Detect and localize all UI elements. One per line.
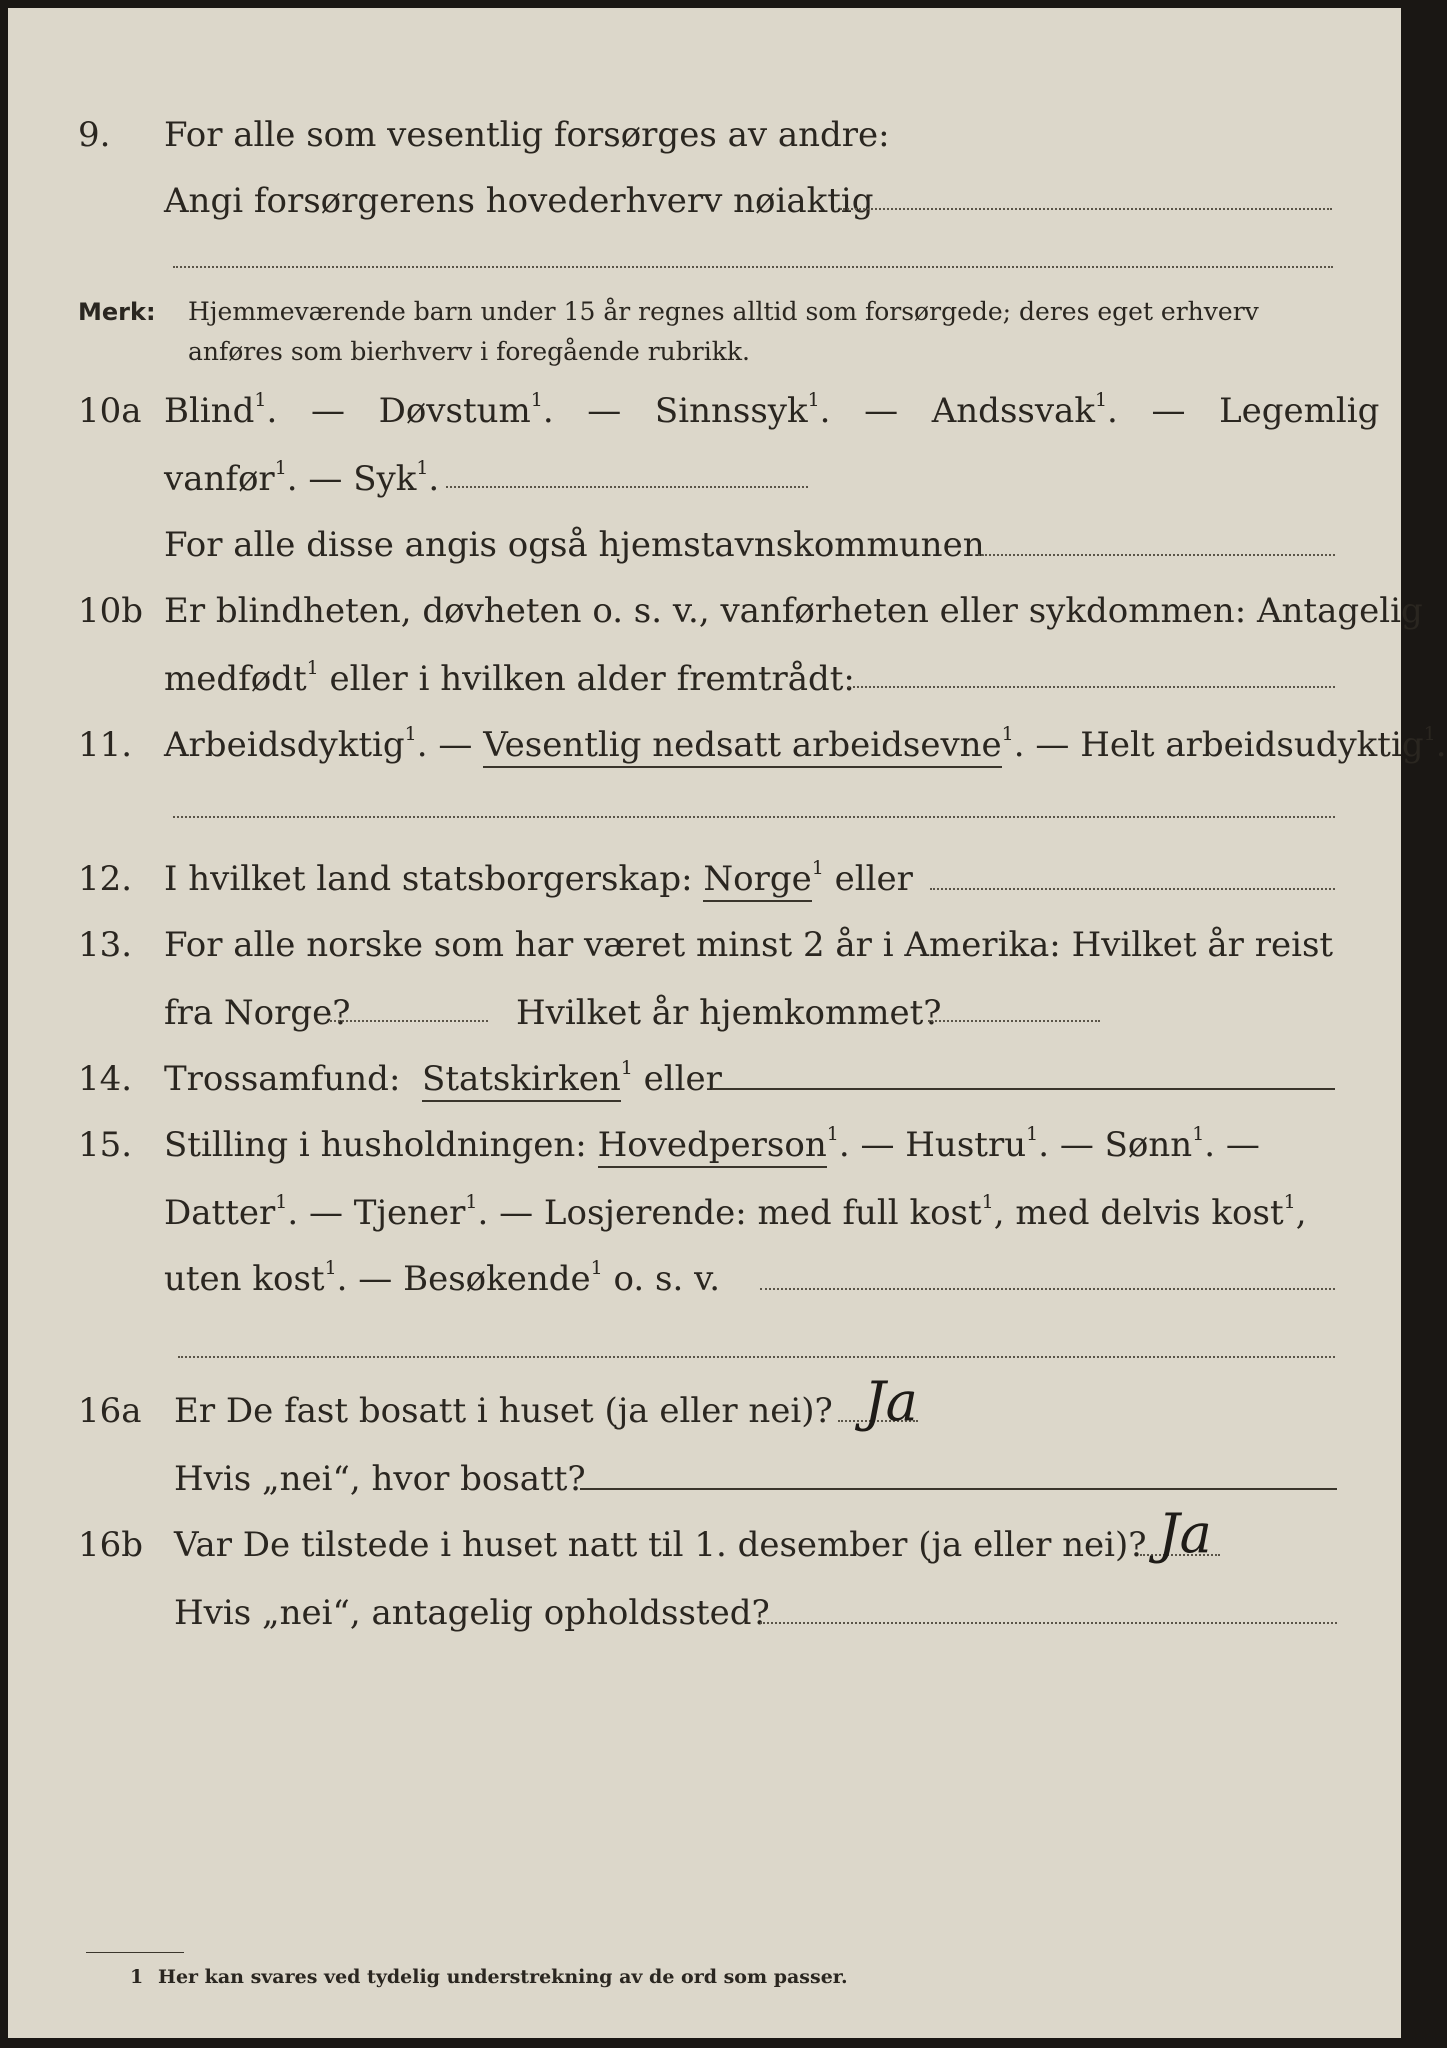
q16b-line2: Hvis „nei“, antagelig opholdssted? bbox=[174, 1593, 770, 1633]
q9-number: 9. bbox=[78, 115, 111, 155]
q9-answer-line[interactable] bbox=[840, 208, 1332, 210]
q16b-line1: Var De tilstede i huset natt til 1. desember (ja eller nei)? bbox=[174, 1525, 1147, 1565]
option-uten-kost[interactable]: uten kost bbox=[164, 1259, 325, 1299]
option-sinnssyk[interactable]: Sinnssyk bbox=[654, 391, 808, 431]
footnote-mark: 1 bbox=[130, 1966, 144, 1988]
q13-line1: For alle norske som har været minst 2 år i Amerika: Hvilket år reist bbox=[164, 925, 1334, 965]
q10a-line1: Blind$^1$. — Døvstum$^1$. — Sinnssyk$^1$. — Andssvak$^1$. — Legemlig bbox=[164, 388, 1380, 431]
q10a-answer-line[interactable] bbox=[446, 486, 808, 488]
q16b-number: 16b bbox=[78, 1525, 144, 1565]
option-hovedperson-underlined[interactable]: Hovedperson bbox=[598, 1125, 827, 1168]
q11-line1: Arbeidsdyktig$^1$. — Vesentlig nedsatt arbeidsevne$^1$. — Helt arbeidsudyktig$^1$. bbox=[164, 720, 1447, 770]
q12-number: 12. bbox=[78, 859, 133, 899]
footnote-rule bbox=[86, 1952, 184, 1953]
q15-line2: Datter$^1$. — Tjener$^1$. — Losjerende: med full kost$^1$, med delvis kost$^1$, bbox=[164, 1190, 1307, 1233]
q16a-handwritten-answer: Ja bbox=[864, 1370, 918, 1433]
option-besokende[interactable]: Besøkende bbox=[403, 1259, 591, 1299]
census-form-page bbox=[8, 8, 1447, 2038]
option-statskirken-underlined[interactable]: Statskirken bbox=[422, 1059, 621, 1102]
q12-answer-line[interactable] bbox=[930, 888, 1335, 890]
option-tjener[interactable]: Tjener bbox=[353, 1193, 466, 1233]
option-delvis-kost[interactable]: med delvis kost bbox=[1015, 1193, 1284, 1233]
option-norge-underlined[interactable]: Norge bbox=[703, 859, 811, 902]
option-syk[interactable]: Syk bbox=[353, 459, 417, 499]
option-helt-arbeidsudyktig[interactable]: Helt arbeidsudyktig bbox=[1080, 725, 1424, 765]
q13-b: Hvilket år hjemkommet? bbox=[516, 993, 942, 1033]
q15-number: 15. bbox=[78, 1125, 133, 1165]
option-medfodt[interactable]: medfødt bbox=[164, 659, 307, 699]
option-full-kost[interactable]: med full kost bbox=[757, 1193, 982, 1233]
option-blind[interactable]: Blind bbox=[164, 391, 255, 431]
q11-answer-line[interactable] bbox=[173, 816, 1335, 818]
q10a-number: 10a bbox=[78, 391, 142, 431]
q16b-opholdssted-line[interactable] bbox=[760, 1622, 1337, 1624]
q15-answer-line[interactable] bbox=[760, 1288, 1335, 1290]
q10b-line2-rest: eller i hvilken alder fremtrådt: bbox=[329, 659, 855, 699]
q13-reist-line[interactable] bbox=[330, 1020, 488, 1022]
q16a-number: 16a bbox=[78, 1391, 142, 1431]
q15-answer-line-2[interactable] bbox=[178, 1356, 1335, 1358]
q16b-handwritten-answer: Ja bbox=[1158, 1502, 1212, 1565]
q10b-line2: medfødt$^1$ eller i hvilken alder fremtrådt: bbox=[164, 656, 855, 699]
q10a-line3: For alle disse angis også hjemstavnskommunen bbox=[164, 525, 985, 565]
q9-answer-line-2[interactable] bbox=[173, 266, 1333, 268]
q14-number: 14. bbox=[78, 1059, 133, 1099]
q14-line1: Trossamfund: Statskirken$^1$ eller bbox=[164, 1054, 722, 1104]
footnote-text: Her kan svares ved tydelig understrekning av de ord som passer. bbox=[158, 1966, 848, 1988]
q10b-line1: Er blindheten, døvheten o. s. v., vanførheten eller sykdommen: Antagelig bbox=[164, 591, 1423, 631]
q10a-line2: vanfør$^1$. — Syk$^1$. bbox=[164, 456, 440, 499]
q11-number: 11. bbox=[78, 725, 133, 765]
q10a-hjemstavn-line[interactable] bbox=[978, 554, 1335, 556]
q9-line1: For alle som vesentlig forsørges av andre: bbox=[164, 115, 890, 155]
option-sonn[interactable]: Sønn bbox=[1104, 1125, 1193, 1165]
merk-label: Merk: bbox=[78, 298, 156, 326]
q9-line2: Angi forsørgerens hovederhverv nøiaktig bbox=[164, 181, 874, 221]
q12-line1: I hvilket land statsborgerskap: Norge$^1$ eller bbox=[164, 854, 913, 904]
q15-line3: uten kost$^1$. — Besøkende$^1$ o. s. v. bbox=[164, 1256, 721, 1299]
q16a-line1: Er De fast bosatt i huset (ja eller nei)? bbox=[174, 1391, 833, 1431]
option-dovstum[interactable]: Døvstum bbox=[378, 391, 531, 431]
option-vanfor[interactable]: vanfør bbox=[164, 459, 275, 499]
option-vesentlig-nedsatt-underlined[interactable]: Vesentlig nedsatt arbeidsevne bbox=[483, 725, 1001, 768]
q15-line1: Stilling i husholdningen: Hovedperson$^1$. — Hustru$^1$. — Sønn$^1$. — bbox=[164, 1120, 1260, 1170]
q16a-bosatt-line[interactable] bbox=[580, 1488, 1337, 1490]
q13-a: fra Norge? bbox=[164, 993, 351, 1033]
q14-answer-line[interactable] bbox=[712, 1088, 1335, 1090]
q10b-number: 10b bbox=[78, 591, 144, 631]
q13-hjemkommet-line[interactable] bbox=[928, 1020, 1100, 1022]
option-andssvak[interactable]: Andssvak bbox=[931, 391, 1095, 431]
option-hustru[interactable]: Hustru bbox=[905, 1125, 1027, 1165]
merk-line1: Hjemmeværende barn under 15 år regnes alltid som forsørgede; deres eget erhverv bbox=[188, 297, 1259, 326]
option-arbeidsdyktig[interactable]: Arbeidsdyktig bbox=[164, 725, 405, 765]
q13-number: 13. bbox=[78, 925, 133, 965]
q16a-line2: Hvis „nei“, hvor bosatt? bbox=[174, 1459, 586, 1499]
option-datter[interactable]: Datter bbox=[164, 1193, 276, 1233]
merk-line2: anføres som bierhverv i foregående rubrikk. bbox=[188, 337, 750, 366]
option-legemlig[interactable]: Legemlig bbox=[1219, 391, 1380, 431]
q10b-answer-line[interactable] bbox=[848, 686, 1335, 688]
